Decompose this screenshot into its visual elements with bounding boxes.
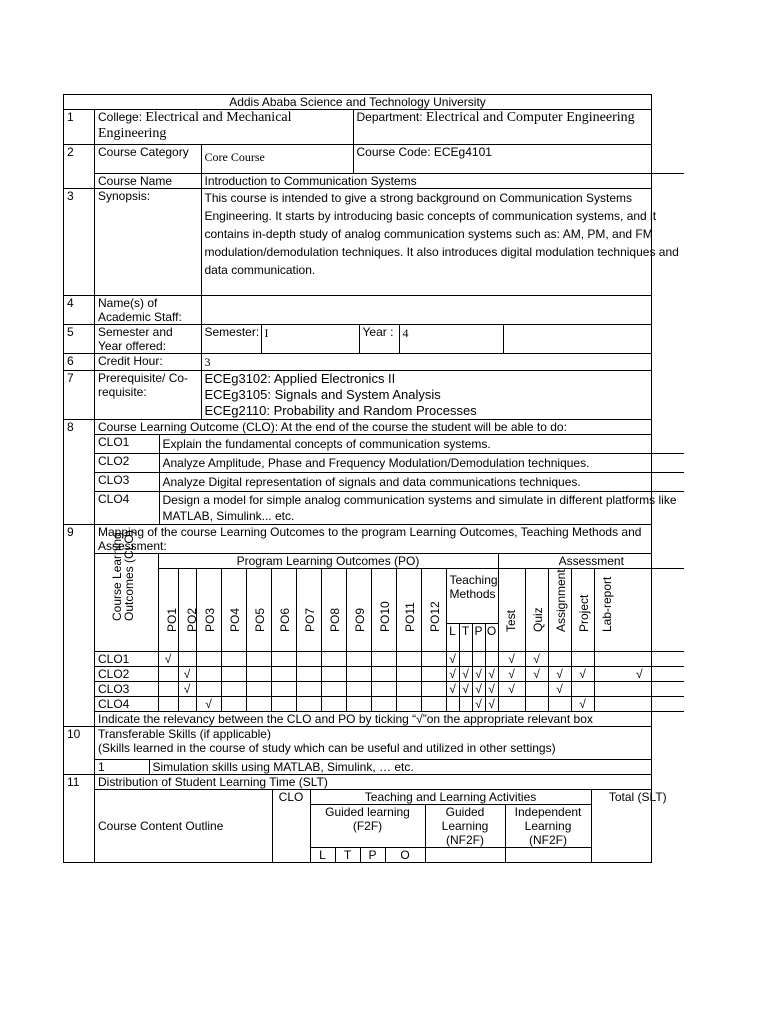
mapping-cell: √	[548, 682, 571, 697]
mapping-cell	[571, 652, 594, 667]
po-column-label: PO6	[277, 607, 292, 632]
mapping-cell	[271, 697, 296, 712]
assessment-column-label: Test	[503, 609, 518, 632]
mapping-cell	[346, 652, 371, 667]
mapping-cell: √	[571, 667, 594, 682]
po-column-label: PO1	[164, 607, 179, 632]
transferable-subheading: (Skills learned in the course of study which can be useful and utilized in other settings)	[95, 741, 651, 760]
mapping-cell: √	[472, 667, 485, 682]
mapping-cell	[158, 697, 178, 712]
row-number: 7	[64, 371, 95, 420]
mapping-cell: √	[525, 667, 548, 682]
mapping-cell	[421, 667, 446, 682]
assessment-column-label: Quiz	[530, 607, 545, 632]
mapping-cell	[548, 652, 571, 667]
row-number: 10	[64, 727, 95, 775]
department-value: Electrical and Computer Engineering	[425, 110, 635, 125]
assessment-column-header	[548, 569, 571, 652]
year-value: 4	[399, 325, 503, 353]
mapping-cell	[271, 667, 296, 682]
row-number: 2	[64, 145, 95, 189]
mapping-cell	[221, 667, 246, 682]
skill-text: Simulation skills using MATLAB, Simulink, … etc.	[152, 760, 414, 774]
mapping-cell: √	[196, 697, 221, 712]
college-label: College:	[98, 110, 143, 124]
po-column-label: PO5	[252, 607, 267, 632]
po-column-header	[246, 569, 271, 652]
mapping-cell	[421, 697, 446, 712]
mapping-row	[95, 667, 684, 682]
row-number: 4	[64, 296, 95, 325]
mapping-cell	[525, 697, 548, 712]
semester-label: Semester:	[201, 325, 261, 353]
po-column-header	[321, 569, 346, 652]
mapping-cell: √	[571, 697, 594, 712]
mapping-cell	[271, 652, 296, 667]
po-column-header	[396, 569, 421, 652]
staff-value	[201, 296, 684, 324]
clo-id: CLO4	[95, 492, 159, 525]
mapping-cell: √	[446, 652, 459, 667]
mapping-cell	[246, 652, 271, 667]
assessment-column-header	[594, 569, 684, 652]
mapping-cell	[459, 697, 472, 712]
teaching-method-subheader: P	[472, 624, 485, 652]
mapping-cell	[548, 697, 571, 712]
college-value: Electrical and Mechanical Engineering	[98, 110, 292, 141]
course-table	[63, 94, 679, 863]
mapping-cell	[296, 682, 321, 697]
skill-number: 1	[95, 760, 149, 774]
mapping-clo-id: CLO1	[95, 652, 158, 667]
slt-independent: Independent Learning (NF2F)	[505, 805, 591, 848]
mapping-cell: √	[459, 667, 472, 682]
course-name-label: Course Name	[95, 174, 201, 189]
mapping-cell	[296, 697, 321, 712]
slt-sub-col: O	[385, 848, 425, 863]
slt-guided-nf2f: Guided Learning (NF2F)	[425, 805, 505, 848]
po-column-header	[196, 569, 221, 652]
course-category-value: Core Course	[201, 145, 353, 174]
mapping-cell	[396, 652, 421, 667]
mapping-cell	[221, 652, 246, 667]
mapping-clo-id: CLO2	[95, 667, 158, 682]
slt-sub-col: T	[335, 848, 360, 863]
mapping-cell	[296, 652, 321, 667]
clo-text: Analyze Amplitude, Phase and Frequency Modulation/Demodulation techniques.	[159, 454, 684, 473]
mapping-cell: √	[498, 652, 525, 667]
clo-text: Analyze Digital representation of signals and data communications techniques.	[159, 473, 684, 492]
assessment-column-header	[498, 569, 525, 652]
po-column-label: PO10	[377, 601, 392, 632]
mapping-row	[95, 682, 684, 697]
mapping-cell	[371, 652, 396, 667]
mapping-cell	[396, 697, 421, 712]
row-number: 9	[64, 525, 95, 727]
mapping-heading: Mapping of the course Learning Outcomes to the program Learning Outcomes, Teaching Methods and Assessment:	[95, 525, 651, 554]
mapping-cell	[459, 652, 472, 667]
prerequisite-label: Prerequisite/ Co-requisite:	[95, 371, 201, 419]
mapping-cell	[346, 667, 371, 682]
po-column-label: PO7	[302, 607, 317, 632]
mapping-cell: √	[178, 667, 196, 682]
mapping-cell	[346, 697, 371, 712]
mapping-cell: √	[472, 697, 485, 712]
mapping-cell	[421, 682, 446, 697]
teaching-methods-header: Teaching Methods	[446, 569, 498, 624]
mapping-cell: √	[459, 682, 472, 697]
mapping-cell	[221, 682, 246, 697]
mapping-cell	[246, 697, 271, 712]
prerequisite-item: ECEg3105: Signals and System Analysis	[204, 387, 441, 402]
clo-text: Design a model for simple analog communication systems and simulate in different platforms like MATLAB, Simulink... etc.	[162, 493, 677, 523]
mapping-cell: √	[485, 682, 498, 697]
assessment-header: Assessment	[498, 554, 684, 569]
mapping-cell	[571, 682, 594, 697]
teaching-method-subheader: T	[459, 624, 472, 652]
synopsis-text: This course is intended to give a strong background on Communication Systems Engineering. It starts by introducing basic concepts of communication systems, and it contains in-depth study of analog communication systems such as: AM, PM, and FM modulation/demodulation techniques. It also introduces digital modulation techniques and data communication.	[204, 191, 679, 277]
row-number: 3	[64, 189, 95, 296]
mapping-cell	[271, 682, 296, 697]
clo-id: CLO1	[95, 435, 159, 454]
mapping-cell	[472, 652, 485, 667]
department-label: Department:	[356, 110, 423, 124]
mapping-cell: √	[594, 667, 684, 682]
mapping-cell	[296, 667, 321, 682]
year-label: Year :	[359, 325, 399, 353]
mapping-cell	[178, 697, 196, 712]
po-column-label: PO3	[202, 607, 217, 632]
assessment-column-header	[571, 569, 594, 652]
mapping-clo-id: CLO3	[95, 682, 158, 697]
mapping-cell: √	[158, 652, 178, 667]
mapping-cell	[196, 682, 221, 697]
po-column-label: PO12	[427, 601, 442, 632]
slt-clo: CLO	[272, 790, 310, 862]
assessment-column-header	[525, 569, 548, 652]
row-number: 8	[64, 420, 95, 525]
po-column-header	[178, 569, 199, 652]
slt-heading: Distribution of Student Learning Time (SLT)	[95, 775, 651, 790]
mapping-cell: √	[485, 697, 498, 712]
po-column-header	[158, 569, 178, 652]
mapping-cell	[396, 667, 421, 682]
slt-total: Total (SLT)	[591, 790, 684, 862]
slt-sub-col: P	[360, 848, 385, 863]
row-number: 11	[64, 775, 95, 863]
mapping-cell	[421, 652, 446, 667]
slt-content-outline: Course Content Outline	[95, 790, 272, 862]
slt-sub-col: L	[310, 848, 335, 863]
mapping-cell: √	[498, 667, 525, 682]
slt-table	[95, 790, 684, 862]
assessment-column-label: Lab-report	[599, 576, 614, 632]
credit-hour-value: 3	[204, 355, 211, 369]
po-column-header	[421, 569, 446, 652]
mapping-cell: √	[485, 667, 498, 682]
po-column-label: PO9	[352, 607, 367, 632]
mapping-row	[95, 697, 684, 712]
prerequisite-item: ECEg2110: Probability and Random Processes	[204, 403, 477, 418]
mapping-cell	[594, 682, 684, 697]
mapping-cell	[158, 682, 178, 697]
mapping-cell	[371, 697, 396, 712]
clo-id: CLO2	[95, 454, 159, 473]
mapping-cell	[594, 697, 684, 712]
mapping-cell	[196, 667, 221, 682]
semester-year-label: Semester and Year offered:	[95, 325, 201, 353]
po-column-header	[346, 569, 371, 652]
row-number: 5	[64, 325, 95, 354]
mapping-note: Indicate the relevancy between the CLO and PO by ticking “√”on the appropriate relevant box	[95, 712, 684, 727]
mapping-cell	[178, 652, 196, 667]
mapping-cell	[321, 682, 346, 697]
po-column-header	[271, 569, 296, 652]
teaching-method-subheader: L	[446, 624, 459, 652]
semester-value: I	[261, 325, 359, 353]
mapping-cell	[196, 652, 221, 667]
po-column-label: PO2	[184, 607, 199, 632]
po-column-header	[221, 569, 246, 652]
clo-heading: Course Learning Outcome (CLO): At the end of the course the student will be able to do:	[95, 420, 651, 435]
mapping-cell	[246, 682, 271, 697]
course-specification-document	[63, 94, 679, 863]
course-name-value: Introduction to Communication Systems	[204, 174, 417, 188]
row-number: 1	[64, 110, 95, 145]
mapping-row	[95, 652, 684, 667]
row-number: 6	[64, 354, 95, 371]
staff-label: Name(s) of Academic Staff:	[95, 296, 201, 324]
mapping-cell	[246, 667, 271, 682]
mapping-cell: √	[498, 682, 525, 697]
mapping-cell: √	[525, 652, 548, 667]
slt-activities: Teaching and Learning Activities	[310, 790, 591, 805]
po-column-header	[296, 569, 321, 652]
mapping-cell	[158, 667, 178, 682]
assessment-column-label: Assignment	[553, 569, 568, 632]
transferable-heading: Transferable Skills (if applicable)	[98, 727, 271, 741]
teaching-method-subheader: O	[485, 624, 498, 652]
mapping-clo-id: CLO4	[95, 697, 158, 712]
clo-column-header: Course Learning Outcomes (CLO)	[110, 530, 136, 621]
po-column-label: PO4	[227, 607, 242, 632]
mapping-cell: √	[178, 682, 196, 697]
prerequisite-item: ECEg3102: Applied Electronics II	[204, 371, 396, 386]
mapping-cell	[321, 652, 346, 667]
po-column-header	[371, 569, 396, 652]
po-column-label: PO8	[327, 607, 342, 632]
mapping-cell	[346, 682, 371, 697]
mapping-cell	[594, 652, 684, 667]
mapping-cell: √	[472, 682, 485, 697]
mapping-cell: √	[446, 667, 459, 682]
clo-text: Explain the fundamental concepts of communication systems.	[159, 435, 684, 454]
mapping-cell	[321, 697, 346, 712]
slt-guided-f2f: Guided learning (F2F)	[310, 805, 425, 848]
mapping-cell	[321, 667, 346, 682]
clo-id: CLO3	[95, 473, 159, 492]
credit-hour-label: Credit Hour:	[95, 354, 201, 370]
mapping-cell: √	[446, 682, 459, 697]
po-column-label: PO11	[402, 602, 417, 632]
mapping-cell	[446, 697, 459, 712]
po-header: Program Learning Outcomes (PO)	[158, 554, 498, 569]
mapping-cell	[485, 652, 498, 667]
mapping-cell	[396, 682, 421, 697]
mapping-cell	[371, 682, 396, 697]
assessment-column-label: Project	[576, 594, 591, 632]
mapping-cell: √	[548, 667, 571, 682]
mapping-cell	[371, 667, 396, 682]
course-category-label: Course Category	[95, 145, 201, 174]
mapping-cell	[498, 697, 525, 712]
university-title: Addis Ababa Science and Technology University	[64, 95, 652, 110]
mapping-cell	[221, 697, 246, 712]
course-code: Course Code: ECEg4101	[353, 145, 684, 174]
synopsis-label: Synopsis:	[95, 189, 201, 295]
mapping-cell	[525, 682, 548, 697]
